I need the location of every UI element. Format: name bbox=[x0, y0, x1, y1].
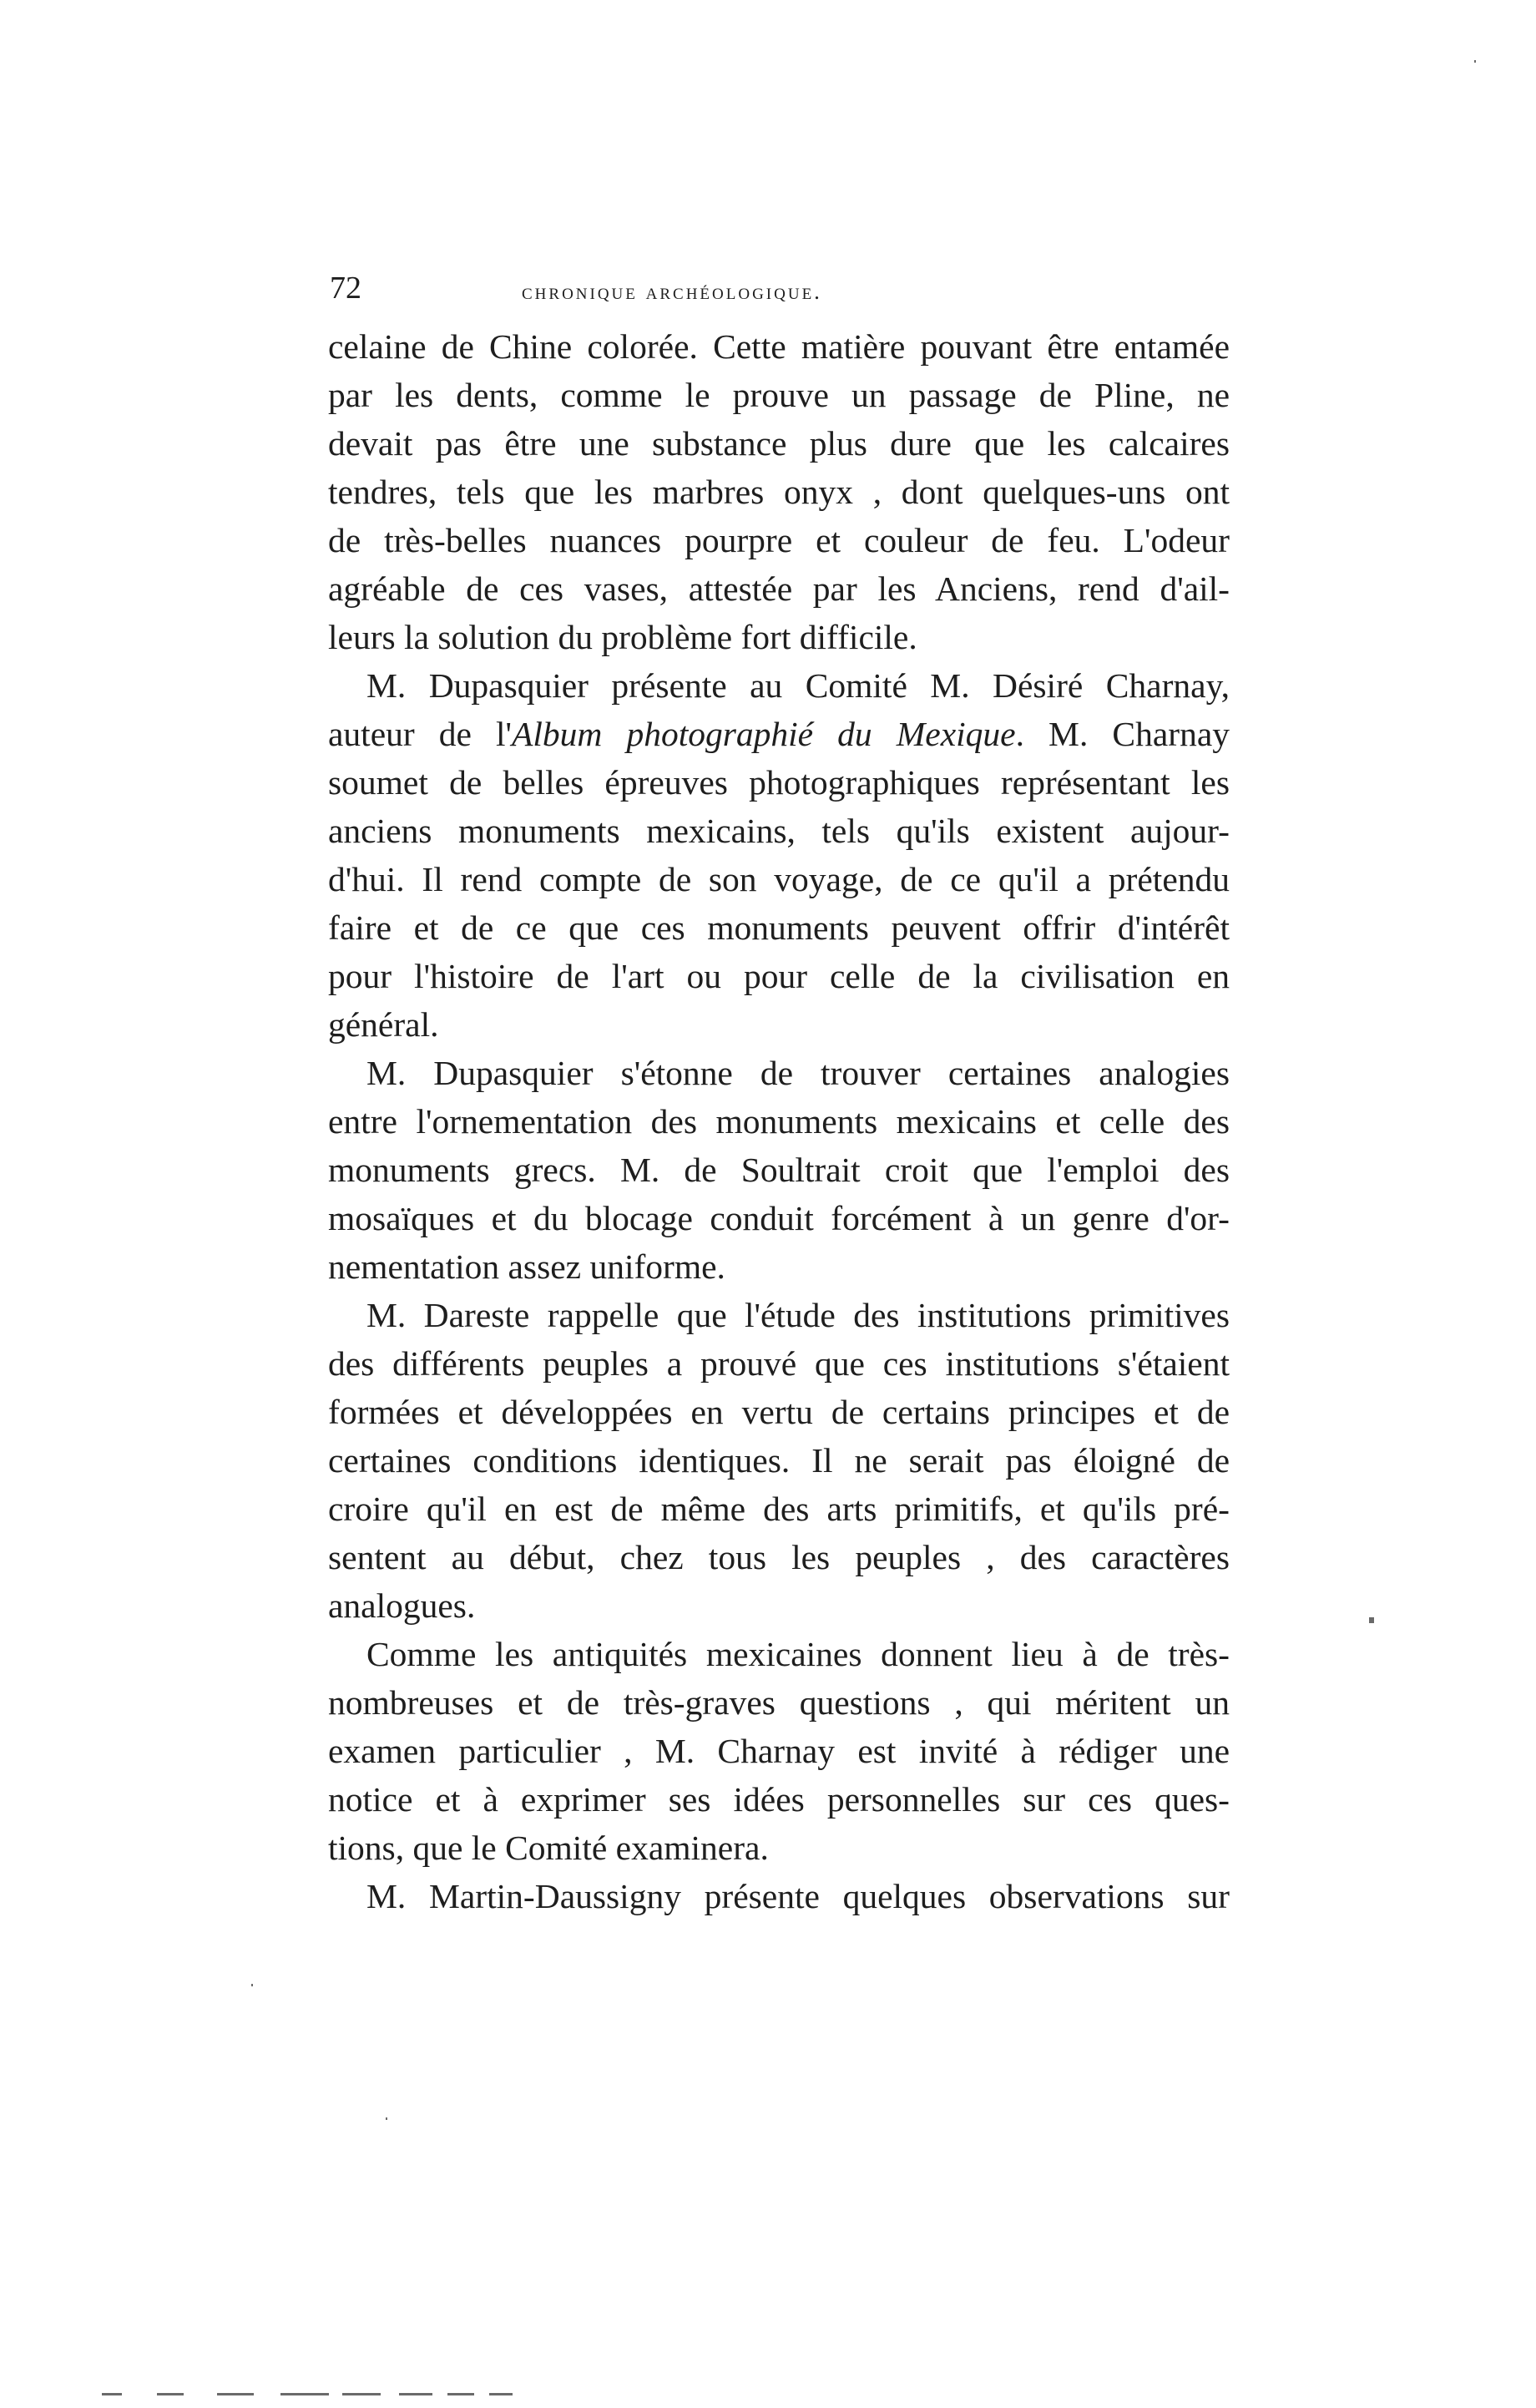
scan-edge-mark bbox=[217, 2393, 254, 2395]
text-line: croire qu'il en est de même des arts primitifs, et qu'ils pré- bbox=[328, 1490, 1230, 1528]
text-line: général. bbox=[328, 1005, 439, 1044]
page-number: 72 bbox=[330, 271, 361, 306]
text-line: certaines conditions identiques. Il ne serait pas éloigné de bbox=[328, 1441, 1230, 1480]
album-title: Album photographié du Mexique bbox=[512, 715, 1016, 753]
scan-edge-mark bbox=[447, 2393, 474, 2395]
text-segment: auteur de l' bbox=[328, 715, 513, 753]
scan-edge-mark bbox=[399, 2393, 432, 2395]
scan-edge-mark bbox=[157, 2393, 184, 2395]
text-line: M. Dupasquier s'étonne de trouver certaines analogies bbox=[366, 1054, 1230, 1092]
text-line: sentent au début, chez tous les peuples , des caractères bbox=[328, 1538, 1230, 1576]
text-line: agréable de ces vases, attestée par les Anciens, rend d'ail- bbox=[328, 569, 1230, 608]
text-line: tions, que le Comité examinera. bbox=[328, 1829, 769, 1867]
text-line: analogues. bbox=[328, 1586, 476, 1625]
scan-edge-mark bbox=[280, 2393, 329, 2395]
text-line: par les dents, comme le prouve un passage de Pline, ne bbox=[328, 376, 1230, 414]
text-line: M. Martin-Daussigny présente quelques observations sur bbox=[366, 1877, 1230, 1915]
text-line: des différents peuples a prouvé que ces institutions s'étaient bbox=[328, 1344, 1230, 1383]
text-line: de très-belles nuances pourpre et couleur de feu. L'odeur bbox=[328, 521, 1230, 559]
scan-edge-mark bbox=[102, 2393, 122, 2395]
text-segment: . M. Charnay bbox=[1015, 715, 1230, 753]
scan-speck bbox=[1369, 1617, 1374, 1623]
text-line: M. Dupasquier présente au Comité M. Désiré Charnay, bbox=[366, 666, 1230, 705]
scan-speck bbox=[1474, 60, 1476, 63]
text-line: devait pas être une substance plus dure que les calcaires bbox=[328, 424, 1230, 463]
text-line: notice et à exprimer ses idées personnelles sur ces ques- bbox=[328, 1780, 1230, 1819]
running-head: chronique archéologique. bbox=[522, 279, 822, 304]
text-line: d'hui. Il rend compte de son voyage, de ce qu'il a prétendu bbox=[328, 860, 1230, 898]
page-header bbox=[330, 263, 1235, 313]
scan-edge-mark bbox=[342, 2393, 381, 2395]
text-line: faire et de ce que ces monuments peuvent offrir d'intérêt bbox=[328, 908, 1230, 947]
text-line: M. Dareste rappelle que l'étude des institutions primitives bbox=[366, 1296, 1230, 1334]
text-line: nementation assez uniforme. bbox=[328, 1247, 725, 1286]
scan-speck bbox=[251, 1984, 253, 1986]
scan-edge-mark bbox=[489, 2393, 513, 2395]
text-line: formées et développées en vertu de certains principes et de bbox=[328, 1393, 1230, 1431]
body-text bbox=[328, 322, 1230, 1920]
text-line: celaine de Chine colorée. Cette matière pouvant être entamée bbox=[328, 327, 1230, 366]
text-line: pour l'histoire de l'art ou pour celle de la civilisation en bbox=[328, 957, 1230, 995]
text-line: entre l'ornementation des monuments mexicains et celle des bbox=[328, 1102, 1230, 1141]
text-line: leurs la solution du problème fort difficile. bbox=[328, 618, 917, 656]
text-line: Comme les antiquités mexicaines donnent lieu à de très- bbox=[366, 1635, 1230, 1673]
text-line: anciens monuments mexicains, tels qu'ils existent aujour- bbox=[328, 812, 1230, 850]
scan-speck bbox=[386, 2117, 387, 2120]
text-line: mosaïques et du blocage conduit forcément à un genre d'or- bbox=[328, 1199, 1230, 1237]
text-line: nombreuses et de très-graves questions , qui méritent un bbox=[328, 1683, 1230, 1722]
text-line: monuments grecs. M. de Soultrait croit que l'emploi des bbox=[328, 1151, 1230, 1189]
text-line: soumet de belles épreuves photographiques représentant les bbox=[328, 763, 1230, 802]
text-line-with-title bbox=[328, 710, 1230, 758]
text-line: tendres, tels que les marbres onyx , dont quelques-uns ont bbox=[328, 473, 1230, 511]
text-line: examen particulier , M. Charnay est invité à rédiger une bbox=[328, 1732, 1230, 1770]
